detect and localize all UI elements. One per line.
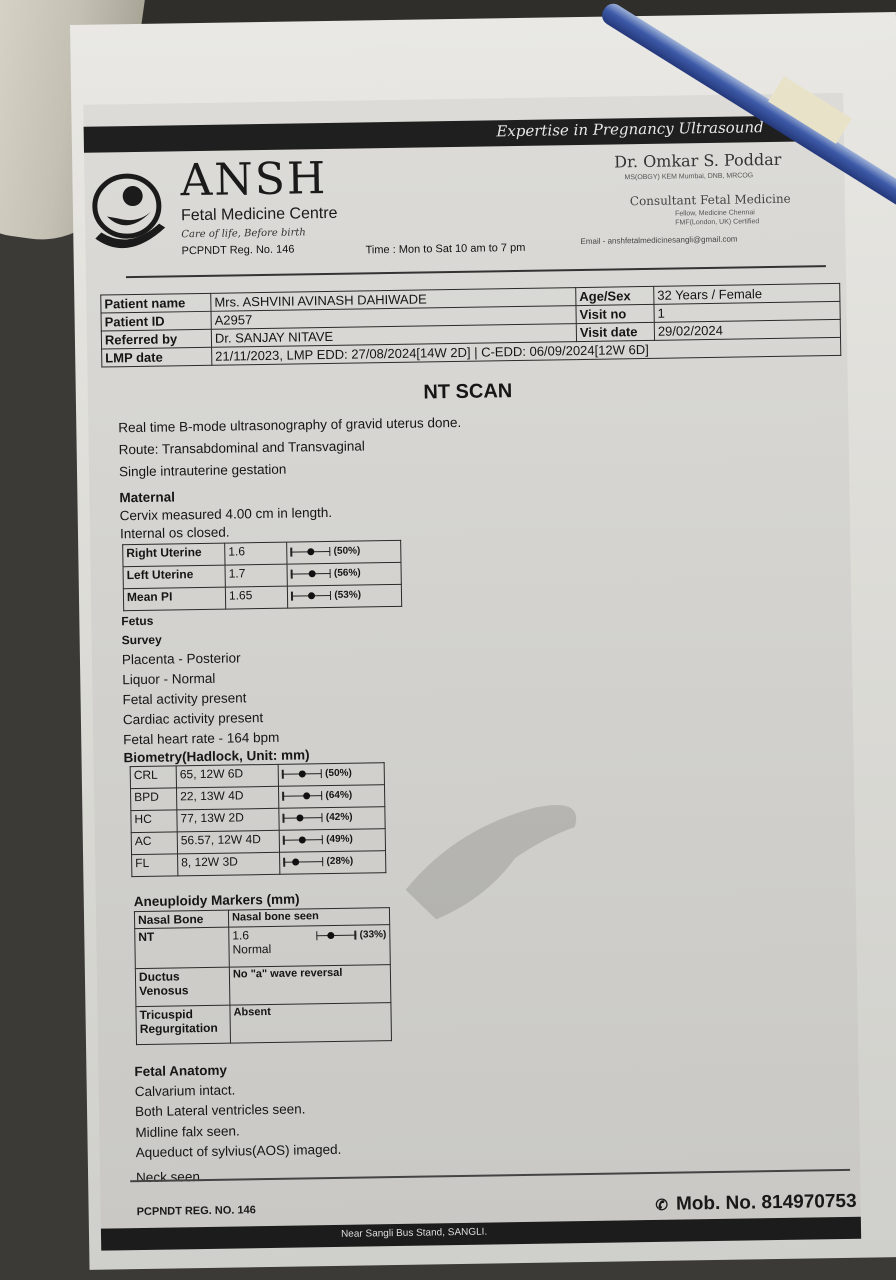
ductus-venosus-label — [135, 967, 230, 1006]
liquor-line: Liquor - Normal — [122, 670, 216, 688]
tricuspid-label — [136, 1005, 231, 1044]
doppler-value: 1.7 — [225, 564, 287, 587]
aneuploidy-heading: Aneuploidy Markers (mm) — [133, 891, 300, 910]
percentile-marker — [309, 570, 316, 577]
percentile-value: (53%) — [334, 589, 362, 601]
header-divider — [126, 265, 826, 278]
biometry-value: 8, 12W 3D — [178, 852, 280, 876]
biometry-value: 22, 13W 4D — [176, 786, 278, 810]
nasal-bone-label: Nasal Bone — [134, 910, 228, 928]
aneuploidy-table — [134, 907, 392, 1045]
percentile-value: (56%) — [333, 567, 361, 579]
internal-os-line: Internal os closed. — [119, 524, 230, 542]
biometry-label: CRL — [130, 766, 176, 789]
biometry-label: HC — [131, 810, 177, 833]
report-paper — [70, 12, 896, 1270]
percentile-value: (50%) — [333, 545, 361, 557]
mobile-text: Mob. No. 814970753 — [675, 1190, 857, 1215]
visit-no: 1 — [654, 301, 840, 322]
consultant-title: Consultant Fetal Medicine — [629, 191, 791, 209]
report-title: NT SCAN — [423, 380, 513, 404]
anatomy-line: Both Lateral ventricles seen. — [134, 1101, 306, 1120]
doppler-percentile-cell — [287, 562, 401, 586]
clinic-motto: Care of life, Before birth — [181, 227, 306, 241]
percentile-bar — [291, 568, 331, 579]
tricuspid-label-line-2: Regurgitation — [139, 1020, 218, 1037]
ansh-logo-icon — [86, 165, 171, 258]
nt-value: 1.6 — [232, 928, 250, 943]
anatomy-line: Calvarium intact. — [134, 1082, 236, 1100]
biometry-percentile-cell — [279, 829, 385, 853]
doctor-name: Dr. Omkar S. Poddar — [614, 149, 782, 172]
percentile-bar — [290, 546, 330, 557]
ductus-venosus-value: No "a" wave reversal — [229, 965, 391, 1006]
doppler-label: Right Uterine — [123, 543, 225, 567]
nt-cell — [229, 925, 391, 968]
biometry-heading: Biometry(Hadlock, Unit: mm) — [123, 747, 310, 766]
route-line: Route: Transabdominal and Transvaginal — [118, 438, 365, 458]
biometry-value: 77, 13W 2D — [177, 808, 279, 832]
footer-pcpndt: PCPNDT REG. NO. 146 — [136, 1204, 256, 1219]
fetal-anatomy-heading: Fetal Anatomy — [134, 1062, 228, 1080]
percentile-marker — [327, 932, 334, 939]
biometry-label: FL — [132, 854, 178, 877]
percentile-bar — [282, 790, 322, 801]
percentile-bar — [282, 812, 322, 823]
patient-name-label: Patient name — [101, 293, 211, 313]
fellowships — [675, 208, 759, 227]
placenta-line: Placenta - Posterior — [121, 650, 241, 668]
nasal-bone-value: Nasal bone seen — [228, 908, 389, 928]
biometry-value: 56.57, 12W 4D — [177, 830, 279, 854]
nt-percentile: (33%) — [359, 929, 387, 941]
biometry-label: AC — [131, 832, 177, 855]
percentile-value: (42%) — [325, 811, 353, 824]
anatomy-line: Aqueduct of sylvius(AOS) imaged. — [135, 1141, 342, 1161]
ductus-label-line-1: Ductus — [138, 969, 180, 985]
clinic-timing: Time : Mon to Sat 10 am to 7 pm — [365, 241, 526, 257]
printed-report — [83, 93, 861, 1245]
percentile-marker — [299, 836, 306, 843]
doppler-percentile-cell — [287, 540, 401, 564]
lmp-label: LMP date — [102, 347, 212, 367]
table-row — [123, 584, 401, 610]
percentile-bar — [316, 929, 356, 940]
table-row — [135, 925, 391, 969]
visit-no-label: Visit no — [576, 304, 654, 323]
nt-label: NT — [135, 927, 230, 968]
cervix-line: Cervix measured 4.00 cm in length. — [119, 504, 333, 524]
percentile-value: (50%) — [325, 767, 352, 780]
phone-icon: ✆ — [655, 1196, 669, 1214]
doppler-value: 1.65 — [225, 586, 287, 609]
doctor-qualifications: MS(OBGY) KEM Mumbai, DNB, MRCOG — [624, 172, 754, 182]
age-sex: 32 Years / Female — [654, 283, 840, 304]
survey-heading: Survey — [121, 632, 162, 648]
doppler-label: Mean PI — [123, 587, 225, 611]
percentile-marker — [308, 592, 315, 599]
percentile-bar — [282, 768, 322, 779]
percentile-marker — [296, 814, 303, 821]
patient-info-table — [100, 283, 841, 368]
cardiac-activity-line: Cardiac activity present — [122, 710, 264, 728]
percentile-bar — [283, 834, 323, 845]
percentile-marker — [307, 548, 314, 555]
percentile-value: (64%) — [325, 789, 353, 802]
percentile-marker — [292, 858, 299, 865]
doppler-table — [122, 540, 402, 611]
ductus-label-line-2: Venosus — [139, 983, 189, 999]
percentile-marker — [303, 792, 310, 799]
biometry-table — [130, 762, 387, 877]
fellowship-1: Fellow, Medicine Chennai — [674, 209, 755, 218]
visit-date: 29/02/2024 — [654, 319, 840, 340]
percentile-marker — [299, 770, 306, 777]
biometry-percentile-cell — [278, 785, 384, 809]
percentile-bar — [283, 856, 323, 867]
biometry-value: 65, 12W 6D — [176, 764, 278, 788]
tagline: Expertise in Pregnancy Ultrasound — [496, 118, 764, 141]
watermark-hand-icon — [394, 767, 596, 930]
biometry-percentile-cell — [280, 851, 386, 875]
clinic-brand: ANSH — [180, 152, 328, 207]
anatomy-line: Midline falx seen. — [135, 1123, 240, 1141]
referred-by-label: Referred by — [101, 329, 211, 349]
table-row — [132, 851, 386, 877]
clinic-subtitle: Fetal Medicine Centre — [180, 204, 338, 225]
table-row — [135, 965, 391, 1007]
mobile-number — [655, 1191, 856, 1216]
clinic-email: Email - anshfetalmedicinesangli@gmail.com — [580, 234, 738, 247]
fetal-activity-line: Fetal activity present — [122, 690, 247, 708]
biometry-percentile-cell — [278, 763, 384, 787]
header-bar — [84, 115, 824, 153]
gestation-line: Single intrauterine gestation — [118, 461, 287, 480]
patient-name: Mrs. ASHVINI AVINASH DAHIWADE — [211, 288, 576, 312]
fetus-heading: Fetus — [121, 613, 154, 629]
pcpndt-registration: PCPNDT Reg. No. 146 — [181, 243, 295, 258]
percentile-value: (28%) — [326, 855, 354, 868]
visit-date-label: Visit date — [576, 322, 654, 341]
lmp-date: 21/11/2023, LMP EDD: 27/08/2024[14W 2D] | C-EDD: 06/09/2024[12W 6D] — [212, 337, 841, 365]
age-sex-label: Age/Sex — [576, 286, 654, 305]
percentile-bar — [291, 590, 331, 601]
doppler-percentile-cell — [287, 584, 401, 608]
patient-id-label: Patient ID — [101, 311, 211, 331]
fetal-heart-rate: Fetal heart rate - 164 bpm — [123, 729, 280, 748]
percentile-value: (49%) — [326, 833, 353, 846]
tricuspid-value: Absent — [230, 1003, 392, 1044]
maternal-heading: Maternal — [119, 489, 176, 506]
doppler-label: Left Uterine — [123, 565, 225, 589]
patient-id: A2957 — [211, 306, 576, 330]
doppler-value: 1.6 — [225, 542, 287, 565]
footer-divider — [130, 1169, 850, 1182]
intro-line: Real time B-mode ultrasonography of gravid uterus done. — [118, 414, 462, 436]
biometry-percentile-cell — [279, 807, 385, 831]
referred-by: Dr. SANJAY NITAVE — [211, 324, 576, 348]
tricuspid-label-line-1: Tricuspid — [139, 1007, 194, 1023]
table-row — [136, 1003, 392, 1045]
fellowship-2: FMF(London, UK) Certified — [675, 218, 760, 227]
anatomy-line: Neck seen. — [135, 1169, 204, 1186]
clinic-address: Near Sangli Bus Stand, SANGLI. — [340, 1226, 488, 1240]
biometry-label: BPD — [131, 788, 177, 811]
nt-status: Normal — [232, 941, 272, 957]
